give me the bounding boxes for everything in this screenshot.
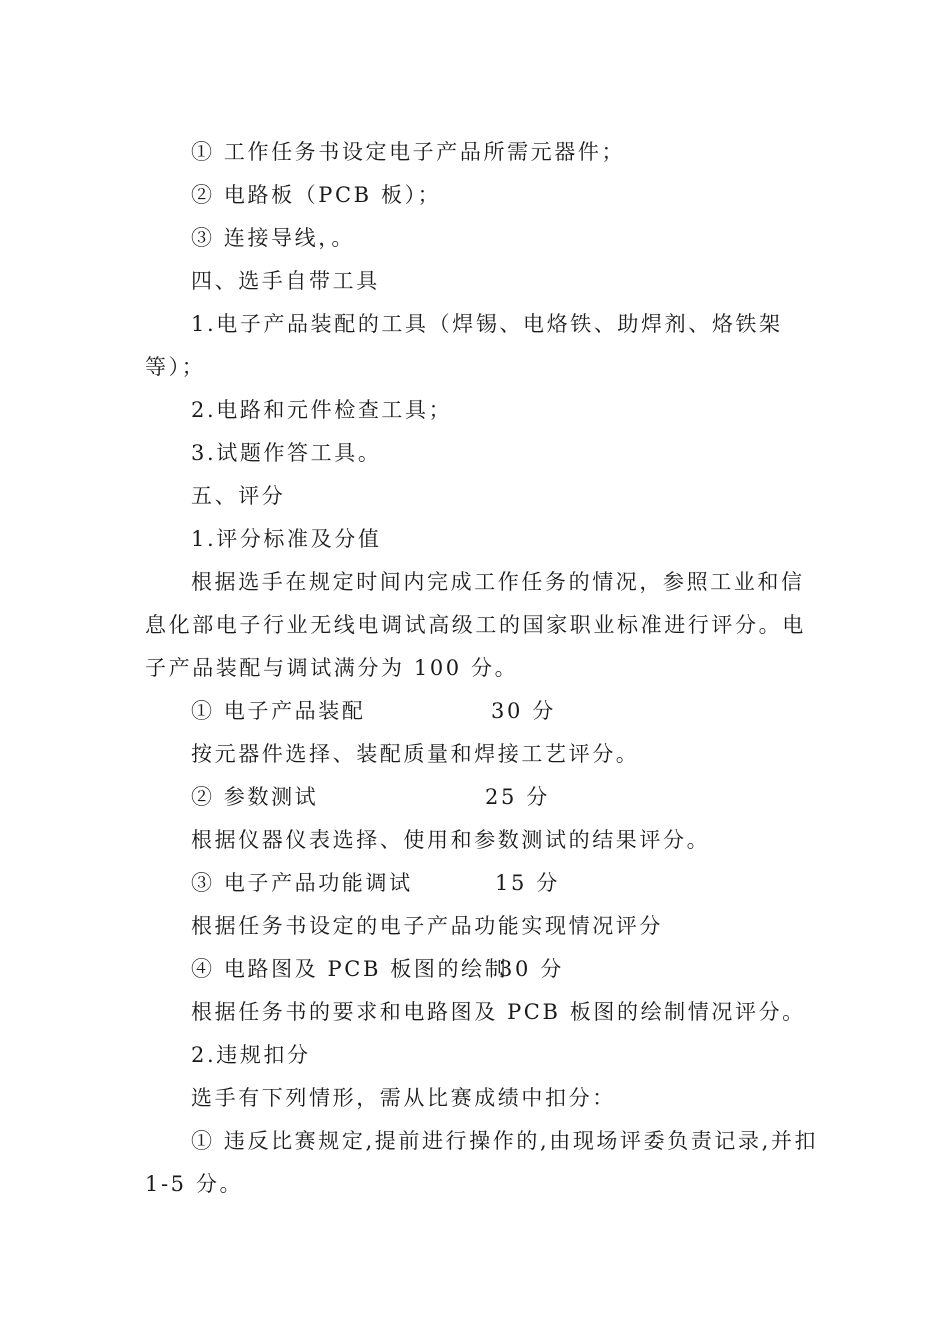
score-desc: 按元器件选择、装配质量和焊接工艺评分。 xyxy=(191,742,640,766)
paragraph-criteria-l1: 根据选手在规定时间内完成工作任务的情况，参照工业和信 xyxy=(191,570,805,594)
score-item-drawing xyxy=(145,948,805,991)
score-desc: 根据仪器仪表选择、使用和参数测试的结果评分。 xyxy=(191,828,711,852)
paragraph-tools-1-cont: 等）； xyxy=(145,355,206,379)
section-heading-tools: 四、选手自带工具 xyxy=(191,269,380,293)
paragraph-penalty-intro: 选手有下列情形，需从比赛成绩中扣分： xyxy=(191,1086,616,1110)
score-value: 30 分 xyxy=(499,957,564,981)
document-body xyxy=(145,131,819,1206)
penalty-item-1: ① 违反比赛规定,提前进行操作的,由现场评委负责记录,并扣 xyxy=(191,1129,819,1153)
score-item-function xyxy=(145,862,805,905)
paragraph-tools-1: 1.电子产品装配的工具（焊锡、电烙铁、助焊剂、烙铁架 xyxy=(191,312,783,336)
score-item-assembly xyxy=(145,690,805,733)
score-label: ④ 电路图及 PCB 板图的绘制 xyxy=(191,957,509,981)
paragraph-tools-3: 3.试题作答工具。 xyxy=(191,441,382,465)
score-label: ② 参数测试 xyxy=(191,785,319,809)
score-desc: 根据任务书的要求和电路图及 PCB 板图的绘制情况评分。 xyxy=(191,1000,806,1024)
score-label: ① 电子产品装配 xyxy=(191,699,366,723)
paragraph-tools-2: 2.电路和元件检查工具； xyxy=(191,398,453,422)
score-item-params xyxy=(145,776,805,819)
list-item-wires: ③ 连接导线，。 xyxy=(191,226,355,250)
subheading-criteria: 1.评分标准及分值 xyxy=(191,527,382,551)
list-item-components: ① 工作任务书设定电子产品所需元器件； xyxy=(191,140,626,164)
score-value: 30 分 xyxy=(491,699,556,723)
subheading-penalty: 2.违规扣分 xyxy=(191,1043,311,1067)
score-value: 25 分 xyxy=(485,785,550,809)
list-item-pcb: ② 电路板（PCB 板）； xyxy=(191,183,442,207)
section-heading-scoring: 五、评分 xyxy=(191,484,286,508)
score-desc: 根据任务书设定的电子产品功能实现情况评分 xyxy=(191,914,663,938)
paragraph-criteria-l2: 息化部电子行业无线电调试高级工的国家职业标准进行评分。电 xyxy=(145,613,806,637)
penalty-item-1-cont: 1-5 分。 xyxy=(145,1172,244,1196)
paragraph-criteria-l3: 子产品装配与调试满分为 100 分。 xyxy=(145,656,519,680)
score-value: 15 分 xyxy=(495,871,560,895)
score-label: ③ 电子产品功能调试 xyxy=(191,871,413,895)
